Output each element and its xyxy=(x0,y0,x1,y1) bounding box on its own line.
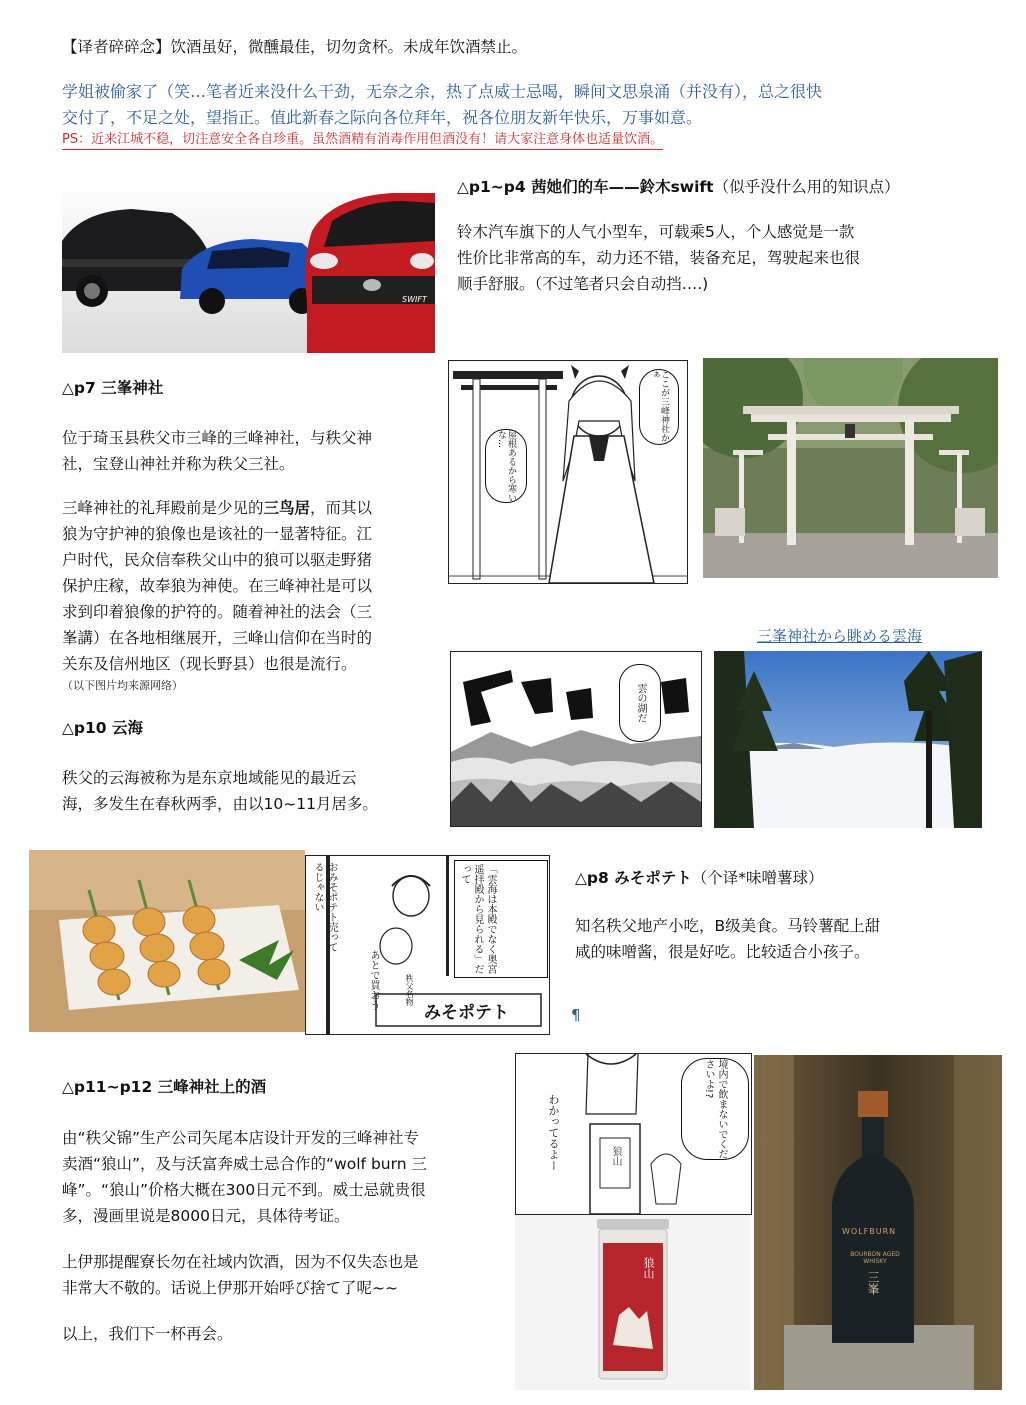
swift-heading-main: △p1~p4 茜她们的车——鈴木swift xyxy=(457,178,714,196)
miso-heading-sub: （个译*味噌薯球） xyxy=(691,869,824,887)
miso-text-line-2: 咸的味噌酱，很是好吃。比较适合小孩子。 xyxy=(575,943,870,961)
sake-p1-line-3: 峰”。“狼山”价格大概在300日元不到。威士忌就贵很 xyxy=(62,1181,426,1199)
sake-p2-line-1: 上伊那提醒寮长勿在社域内饮酒，因为不仅失态也是 xyxy=(62,1253,419,1271)
miso-speech-bubble-1 xyxy=(454,860,548,978)
shrine-p2-line-2: 狼为守护神的狼像也是该社的一显著特征。江 xyxy=(62,525,373,543)
clouds-speech-bubble xyxy=(619,664,661,742)
swift-heading xyxy=(457,175,900,199)
shrine-p2-pre: 三峰神社的礼拜殿前是少见的 xyxy=(62,499,264,517)
swift-heading-sub: （似乎没什么用的知识点） xyxy=(713,178,900,196)
miso-bubble-2-text: おみそポテト売ってるじゃない xyxy=(312,862,337,952)
sake-p1-line-2: 卖酒“狼山”，及与沃富奔威士忌合作的“wolf burn 三 xyxy=(62,1155,427,1173)
car-badge: SWIFT xyxy=(402,295,427,304)
miso-shop-sign-small: 秩父名物 xyxy=(405,974,414,1006)
clouds-heading: △p10 云海 xyxy=(62,719,143,737)
miso-speech-bubble-2 xyxy=(310,862,370,958)
clouds-manga-panel xyxy=(450,651,702,827)
sake-speech-bubble-1 xyxy=(681,1058,749,1160)
shrine-manga-panel xyxy=(448,360,688,584)
sake-p2-line-2: 非常大不敬的。话说上伊那开始呼び捨て了呢~~ xyxy=(62,1279,398,1297)
shrine-p2-line-1 xyxy=(62,495,372,521)
swift-text-line-3: 顺手舒服。（不过笔者只会自动挡….) xyxy=(457,275,709,293)
image-source-note: （以下图片均来源网络） xyxy=(62,679,183,692)
shrine-p2-line-4: 保护庄稼，故奉狼为神使。在三峰神社是可以 xyxy=(62,577,373,595)
closing-line: 以上，我们下一杯再会。 xyxy=(62,1325,233,1343)
sake-p1-line-1: 由“秩父锦”生产公司矢尾本店设计开发的三峰神社专 xyxy=(62,1129,420,1147)
shrine-heading: △p7 三峯神社 xyxy=(62,379,164,397)
whisky-kanji: 三峯 xyxy=(866,1271,880,1295)
intro-note: 【译者碎碎念】饮酒虽好，微醺最佳，切勿贪杯。未成年饮酒禁止。 xyxy=(62,38,528,56)
whisky-brand: WOLFBURN xyxy=(842,1227,897,1236)
clouds-text-line-2: 海，多发生在春秋两季，由以10~11月居多。 xyxy=(62,795,378,813)
suzuki-swift-photo xyxy=(62,181,435,353)
shrine-p1-line-1: 位于琦玉县秩父市三峰的三峰神社，与秩父神 xyxy=(62,429,373,447)
shrine-p2-line-7: 关东及信州地区（现长野县）也很是流行。 xyxy=(62,655,357,673)
miso-shop-sign: みそポテト xyxy=(424,1003,509,1023)
swift-text-line-2: 性价比非常高的车，动力还不错，装备充足，驾驶起来也很 xyxy=(457,249,861,267)
sake-manga-panel xyxy=(515,1053,752,1215)
clouds-bubble-text: 雲の湖だ xyxy=(635,683,646,723)
author-note-line-2: 交付了，不足之处，望指正。值此新春之际向各位拜年，祝各位朋友新年快乐，万事如意。 xyxy=(62,108,703,127)
swift-text-line-1: 铃木汽车旗下的人气小型车，可载乘5人，个人感觉是一款 xyxy=(457,223,855,241)
sake-p1-line-4: 多，漫画里说是8000日元，具体待考证。 xyxy=(62,1207,350,1225)
shrine-p2-line-6: 峯講）在各地相继展开，三峰山信仰在当时的 xyxy=(62,629,373,647)
miso-bubble-1-text: 「雲海は本殿でなく奥宮遥拝殿から見られる」だって xyxy=(459,864,496,974)
miso-potato-photo xyxy=(29,850,305,1032)
shrine-p2-post: ，而其以 xyxy=(310,499,373,517)
shrine-speech-bubble-1 xyxy=(639,369,679,445)
ps-warning: PS：近来江城不稳，切注意安全各自珍重。虽然酒精有消毒作用但酒没有！请大家注意身体也适量饮酒。 xyxy=(62,131,663,150)
clouds-text-line-1: 秩父的云海被称为是东京地域能见的最近云 xyxy=(62,769,357,787)
miso-manga-panel xyxy=(305,855,550,1035)
miso-speech-bubble-3 xyxy=(366,950,392,1014)
miso-heading xyxy=(575,866,823,890)
miso-heading-main: △p8 みそポテト xyxy=(575,869,692,887)
shrine-speech-bubble-2 xyxy=(485,429,527,503)
sake-manga-label: 狼山 xyxy=(610,1146,621,1166)
wolfburn-whisky-photo xyxy=(754,1055,1002,1390)
three-torii-term: 三鸟居 xyxy=(263,499,311,517)
shrine-p2-line-5: 求到印着狼像的护符的。随着神社的法会（三 xyxy=(62,603,373,621)
shrine-p1-line-2: 社，宝登山神社并称为秩父三社。 xyxy=(62,455,295,473)
miso-text-line-1: 知名秩父地产小吃，B级美食。马铃薯配上甜 xyxy=(575,917,881,935)
pilcrow-mark: ¶ xyxy=(571,1006,581,1024)
sake-bubble-1-text: 境内で飲まないでくださいよ!? xyxy=(703,1059,727,1159)
ookamiyama-sake-photo xyxy=(515,1215,750,1390)
sake-heading: △p11~p12 三峰神社上的酒 xyxy=(62,1078,267,1096)
sea-of-clouds-caption-link[interactable]: 三峯神社から眺める雲海 xyxy=(757,627,923,645)
whisky-subtitle: BOURBON AGED WHISKY xyxy=(850,1251,900,1265)
sea-of-clouds-photo xyxy=(714,651,982,828)
sake-bubble-2-text: わかってるよー xyxy=(547,1094,560,1171)
mitsumine-torii-photo xyxy=(703,358,998,578)
miso-bubble-3-text: あとで買おう xyxy=(368,950,379,1010)
shrine-bubble-2-text: 屋根あるから寒いな… xyxy=(496,430,516,502)
author-note-line-1: 学姐被偷家了（笑…笔者近来没什么干劲，无奈之余，热了点威士忌喝，瞬间文思泉涌（并没有），总之很快 xyxy=(62,82,823,101)
sake-cup-label: 狼山 xyxy=(642,1257,655,1279)
shrine-bubble-1-text: ここが三峰神社かぁ xyxy=(649,370,669,442)
shrine-p2-line-3: 户时代，民众信奉秩父山中的狼可以驱走野猪 xyxy=(62,551,373,569)
sake-speech-bubble-2 xyxy=(538,1094,568,1204)
